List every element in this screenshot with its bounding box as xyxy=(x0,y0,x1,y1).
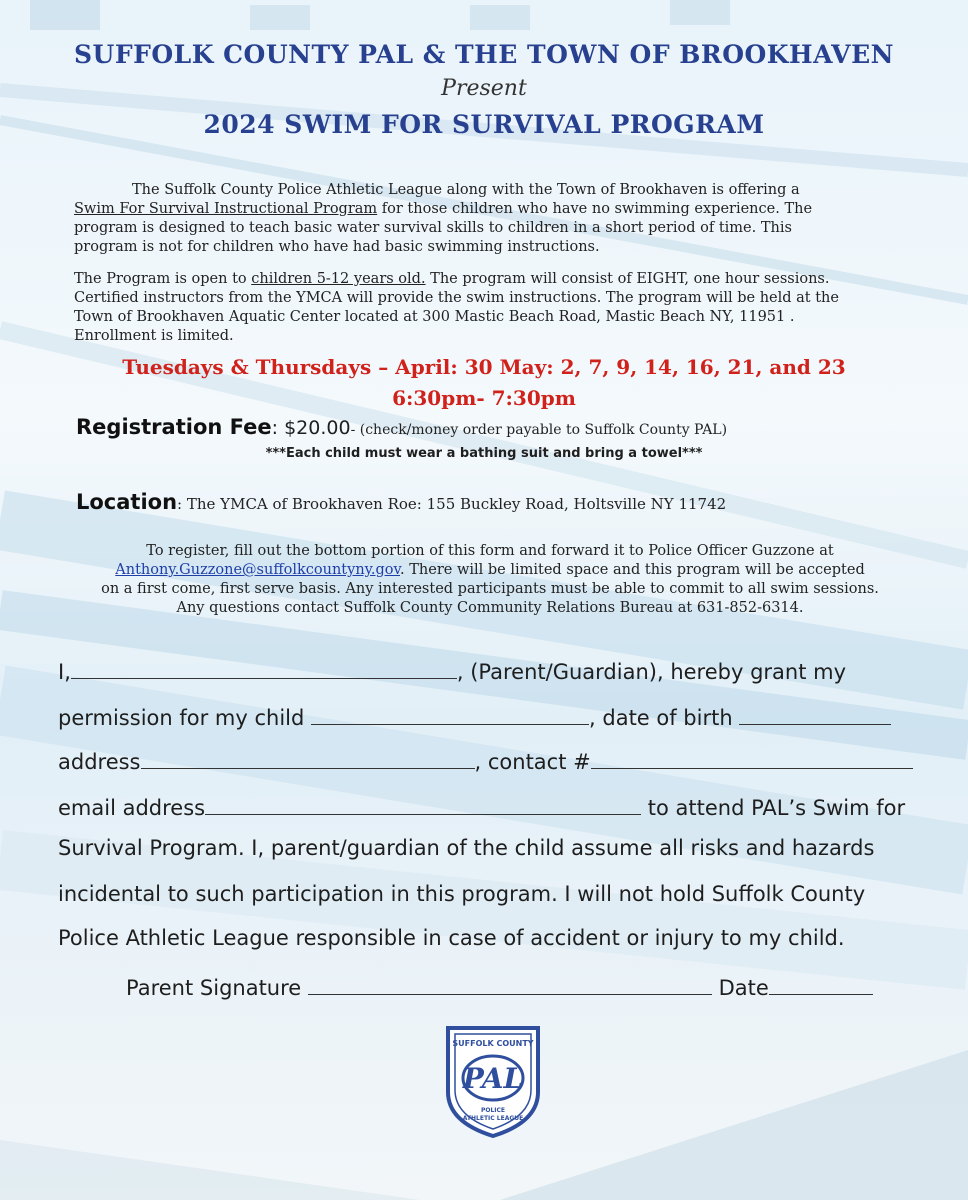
register-line: Anthony.Guzzone@suffolkcountyny.gov. There will be limited space and this program will be accepted xyxy=(115,562,865,578)
form-line-address: address , contact # xyxy=(58,746,913,774)
fee-note: - (check/money order payable to Suffolk County PAL) xyxy=(350,422,728,438)
towel-reminder: ***Each child must wear a bathing suit and bring a towel*** xyxy=(265,446,703,461)
contact-email-link[interactable]: Anthony.Guzzone@suffolkcountyny.gov xyxy=(115,562,401,578)
register-line: To register, fill out the bottom portion of this form and forward it to Police Officer Guzzone at xyxy=(146,543,834,559)
age-range: children 5-12 years old. xyxy=(251,271,426,287)
schedule-days: Tuesdays & Thursdays – April: 30 May: 2, 7, 9, 14, 16, 21, and 23 xyxy=(122,355,846,379)
badge-mark: PAL xyxy=(462,1062,524,1095)
intro-line: Enrollment is limited. xyxy=(74,328,234,344)
org-heading: SUFFOLK COUNTY PAL & THE TOWN OF BROOKHAVEN xyxy=(74,40,894,69)
intro-line: program is designed to teach basic water survival skills to children in a short period of time. This xyxy=(74,220,792,236)
intro-line: program is not for children who have had basic swimming instructions. xyxy=(74,239,600,255)
intro-line: Certified instructors from the YMCA will provide the swim instructions. The program will be held at the xyxy=(74,290,839,306)
parent-signature-field[interactable] xyxy=(308,972,712,995)
registration-instructions xyxy=(60,542,920,618)
signature-line: Parent Signature Date xyxy=(126,972,873,1000)
badge-top-text: SUFFOLK COUNTY xyxy=(452,1039,534,1048)
intro-line: The Suffolk County Police Athletic League along with the Town of Brookhaven is offering a xyxy=(132,182,800,198)
signature-date-field[interactable] xyxy=(769,972,873,995)
location-label: Location xyxy=(76,490,178,514)
location xyxy=(76,490,956,514)
intro-paragraph-2 xyxy=(74,270,934,346)
intro-line: Swim For Survival Instructional Program for those children who have no swimming experience. The xyxy=(74,201,813,217)
badge-bottom-text: POLICE xyxy=(480,1107,506,1114)
form-line-guardian: I, , (Parent/Guardian), hereby grant my xyxy=(58,656,846,684)
register-line: Any questions contact Suffolk County Community Relations Bureau at 631-852-6314. xyxy=(176,600,804,616)
date-of-birth-field[interactable] xyxy=(739,702,891,725)
badge-bottom-text: ATHLETIC LEAGUE xyxy=(462,1115,524,1122)
program-name-link: Swim For Survival Instructional Program xyxy=(74,201,378,217)
fee-amount: : $20.00 xyxy=(271,417,351,439)
guardian-name-field[interactable] xyxy=(71,656,457,679)
child-name-field[interactable] xyxy=(311,702,589,725)
program-title: 2024 SWIM FOR SURVIVAL PROGRAM xyxy=(203,110,765,139)
registration-fee xyxy=(76,415,956,439)
contact-number-field[interactable] xyxy=(591,746,913,769)
email-field[interactable] xyxy=(205,792,641,815)
location-value: : The YMCA of Brookhaven Roe: 155 Buckley Road, Holtsville NY 11742 xyxy=(177,495,727,513)
schedule-time: 6:30pm- 7:30pm xyxy=(392,386,576,410)
intro-paragraph-1 xyxy=(74,181,914,257)
fee-label: Registration Fee xyxy=(76,415,272,439)
intro-line: Town of Brookhaven Aquatic Center located at 300 Mastic Beach Road, Mastic Beach NY, 11951 . xyxy=(74,309,795,325)
waiver-line: Survival Program. I, parent/guardian of the child assume all risks and hazards xyxy=(58,836,875,860)
waiver-line: Police Athletic League responsible in case of accident or injury to my child. xyxy=(58,926,845,950)
register-line: on a first come, first serve basis. Any interested participants must be able to commit to all swim sessions. xyxy=(101,581,879,597)
waiver-line: incidental to such participation in this program. I will not hold Suffolk County xyxy=(58,882,866,906)
form-line-email: email address to attend PAL’s Swim for xyxy=(58,792,905,820)
intro-line: The Program is open to children 5-12 years old. The program will consist of EIGHT, one hour sessions. xyxy=(74,271,830,287)
pal-badge-logo xyxy=(438,1022,548,1140)
address-field[interactable] xyxy=(141,746,475,769)
present-line: Present xyxy=(441,76,527,101)
form-line-child: permission for my child , date of birth xyxy=(58,702,891,730)
